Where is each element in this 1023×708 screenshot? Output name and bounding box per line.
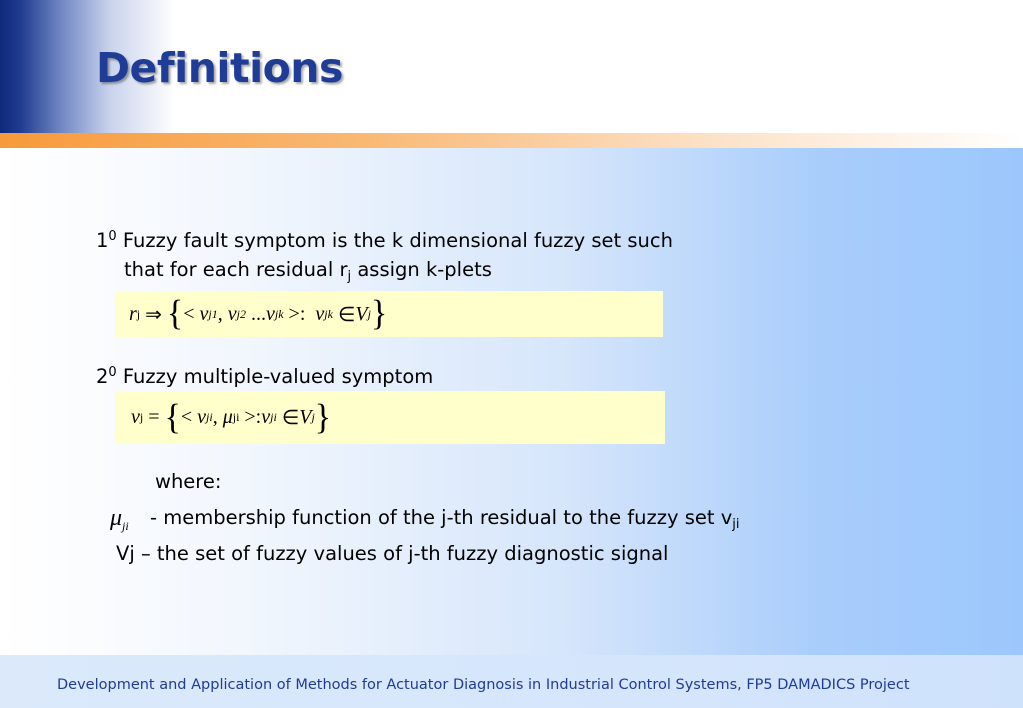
slide-title: Definitions <box>96 44 343 92</box>
mu-definition-text: - membership function of the j-th residual to the fuzzy set v <box>150 506 733 529</box>
where-label: where: <box>155 470 222 493</box>
item-1-line-1 <box>96 229 673 252</box>
vj-definition: Vj – the set of fuzzy values of j-th fuzzy diagnostic signal <box>116 542 669 565</box>
footer-text: Development and Application of Methods for Actuator Diagnosis in Industrial Control Systems, FP5 DAMADICS Project <box>57 677 910 693</box>
formula-multivalued-symptom: v j = { < v ji , μ ji >: v ji ∈ V j } <box>115 391 665 444</box>
mu-definition-sub: ji <box>732 517 740 532</box>
mu-symbol: $\mu_{ji}$ <box>110 505 129 533</box>
item-1-line-2-sub: j <box>347 269 352 284</box>
item-2-number: 2 <box>96 365 109 388</box>
mu-definition <box>150 506 739 532</box>
item-1-line-2-prefix: that for each residual r <box>124 258 348 281</box>
item-1-text: Fuzzy fault symptom is the k dimensional fuzzy set such <box>122 229 673 252</box>
item-1-line-2-suffix: assign k-plets <box>351 258 492 281</box>
item-2-line <box>96 365 433 388</box>
formula-k-plets: r j ⇒ { < v j1 , v j2 ... v jk >: v jk ∈ V j } <box>115 291 663 337</box>
item-2-text: Fuzzy multiple-valued symptom <box>122 365 434 388</box>
header-divider <box>0 133 1023 148</box>
item-1-line-2 <box>124 258 492 284</box>
item-1-number: 1 <box>96 229 109 252</box>
item-2-degree: 0 <box>108 365 117 380</box>
item-1-degree: 0 <box>108 229 117 244</box>
